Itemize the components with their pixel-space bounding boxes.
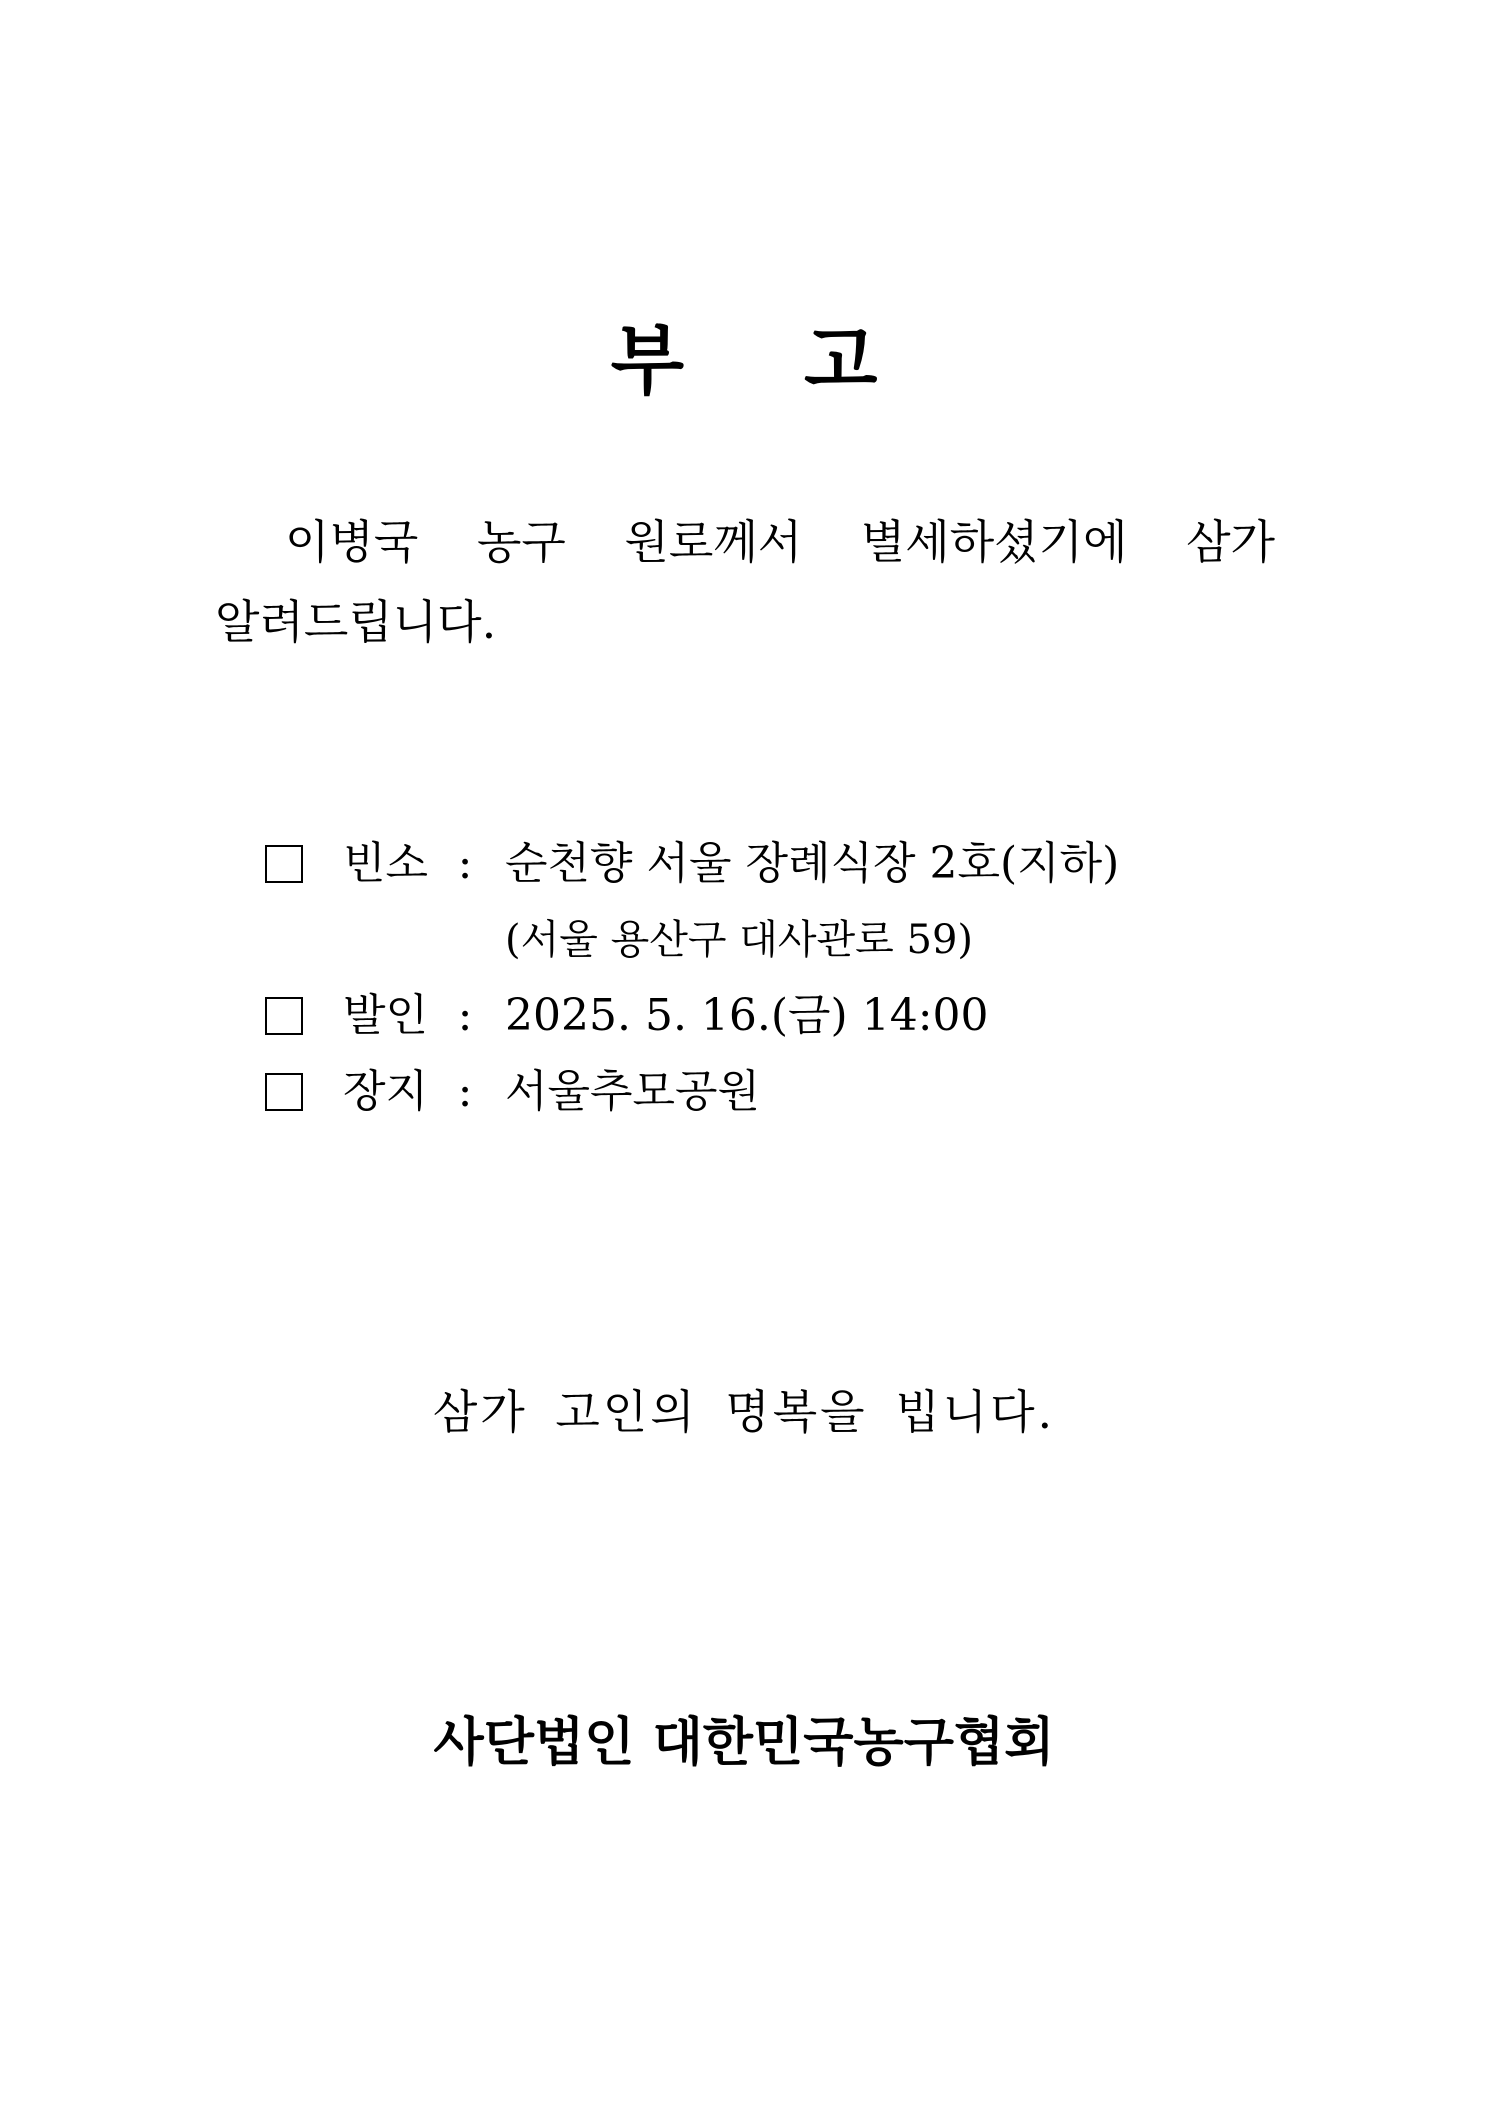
intro-line-2: 알려드립니다. — [215, 595, 497, 649]
checkbox-icon — [265, 1073, 303, 1111]
detail-row-address — [265, 902, 1119, 978]
detail-list — [265, 826, 1119, 1130]
detail-value: 순천향 서울 장례식장 2호(지하) — [505, 838, 1120, 889]
title-char-2: 고 — [804, 316, 878, 405]
condolence-message: 삼가 고인의 명복을 빕니다. — [432, 1385, 1056, 1439]
page-title — [0, 300, 1488, 409]
detail-row-burial — [265, 1054, 1119, 1130]
detail-label: 빈소 — [343, 838, 429, 889]
intro-line-1: 이병국 농구 원로께서 별세하셨기에 삼가 — [285, 515, 1275, 569]
detail-label: 발인 — [343, 990, 429, 1041]
detail-row-departure — [265, 978, 1119, 1054]
checkbox-icon — [265, 845, 303, 883]
detail-label: 장지 — [343, 1066, 429, 1117]
detail-separator: : — [457, 990, 473, 1041]
title-char-1: 부 — [610, 316, 684, 405]
detail-separator: : — [457, 1066, 473, 1117]
detail-row-funeral-hall — [265, 826, 1119, 902]
detail-sub-value: (서울 용산구 대사관로 59) — [505, 917, 974, 963]
organization-signature: 사단법인 대한민국농구협회 — [433, 1712, 1055, 1773]
checkbox-icon — [265, 997, 303, 1035]
detail-value: 2025. 5. 16.(금) 14:00 — [505, 990, 989, 1041]
detail-value: 서울추모공원 — [505, 1066, 761, 1117]
detail-separator: : — [457, 838, 473, 889]
